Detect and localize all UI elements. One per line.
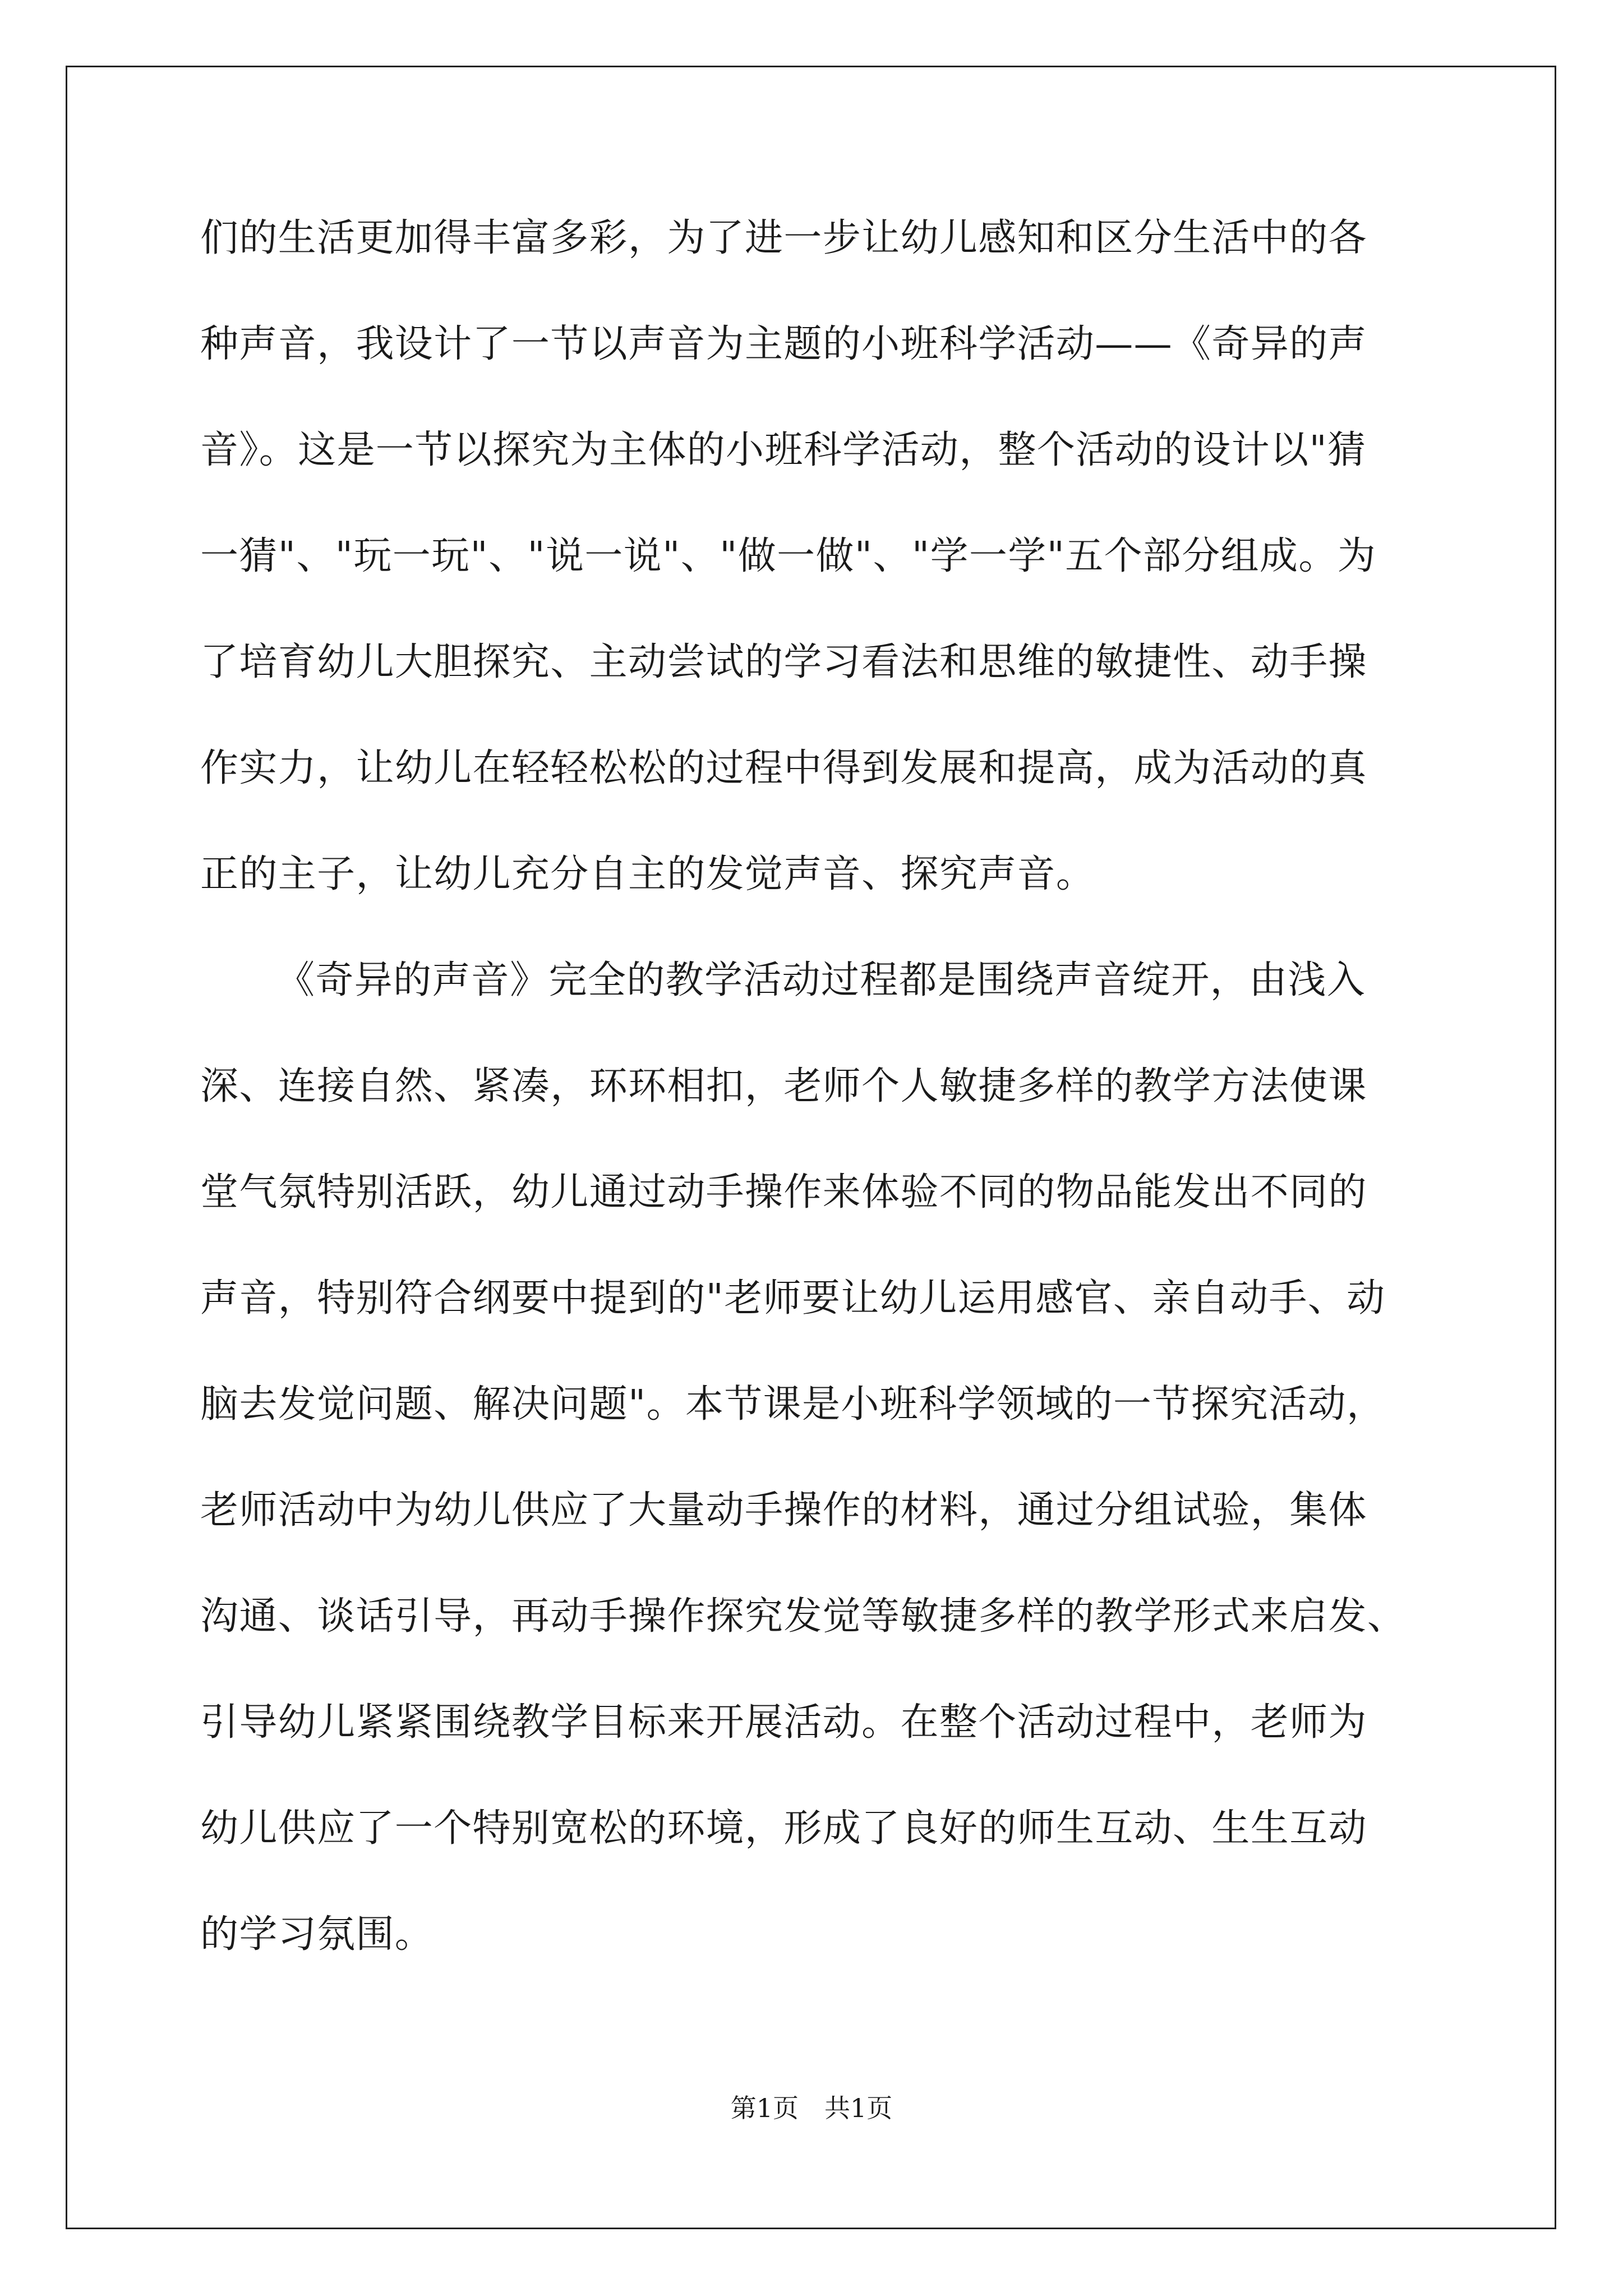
text-line: 作实力，让幼儿在轻轻松松的过程中得到发展和提高，成为活动的真 (200, 746, 1367, 790)
text-line: 幼儿供应了一个特别宽松的环境，形成了良好的师生互动、生生互动 (200, 1806, 1367, 1851)
text-line: 声音，特别符合纲要中提到的"老师要让幼儿运用感官、亲自动手、动 (200, 1276, 1386, 1320)
text-line: 音》。这是一节以探究为主体的小班科学活动，整个活动的设计以"猜 (200, 428, 1367, 472)
text-line: 们的生活更加得丰富多彩，为了进一步让幼儿感知和区分生活中的各 (200, 216, 1367, 260)
text-line: 一猜"、"玩一玩"、"说一说"、"做一做"、"学一学"五个部分组成。为 (200, 534, 1377, 578)
text-line: 脑去发觉问题、解决问题"。本节课是小班科学领域的一节探究活动， (200, 1382, 1386, 1427)
page-number: 第1页 (730, 2093, 799, 2123)
text-line: 种声音，我设计了一节以声音为主题的小班科学活动——《奇异的声 (200, 322, 1367, 366)
text-line: 《奇异的声音》完全的教学活动过程都是围绕声音绽开，由浅入 (276, 958, 1366, 1002)
text-line: 了培育幼儿大胆探究、主动尝试的学习看法和思维的敏捷性、动手操 (200, 640, 1367, 684)
text-line: 沟通、谈话引导，再动手操作探究发觉等敏捷多样的教学形式来启发、 (200, 1594, 1407, 1639)
page-footer (0, 2091, 1623, 2125)
document-body (200, 205, 1437, 2007)
text-line: 的学习氛围。 (200, 1912, 434, 1957)
text-line: 堂气氛特别活跃，幼儿通过动手操作来体验不同的物品能发出不同的 (200, 1170, 1367, 1214)
text-line: 深、连接自然、紧凑，环环相扣，老师个人敏捷多样的教学方法使课 (200, 1064, 1367, 1108)
text-line: 老师活动中为幼儿供应了大量动手操作的材料，通过分组试验，集体 (200, 1488, 1367, 1533)
page-total: 共1页 (824, 2093, 893, 2123)
text-line: 正的主子，让幼儿充分自主的发觉声音、探究声音。 (200, 852, 1095, 896)
text-line: 引导幼儿紧紧围绕教学目标来开展活动。在整个活动过程中，老师为 (200, 1700, 1367, 1745)
